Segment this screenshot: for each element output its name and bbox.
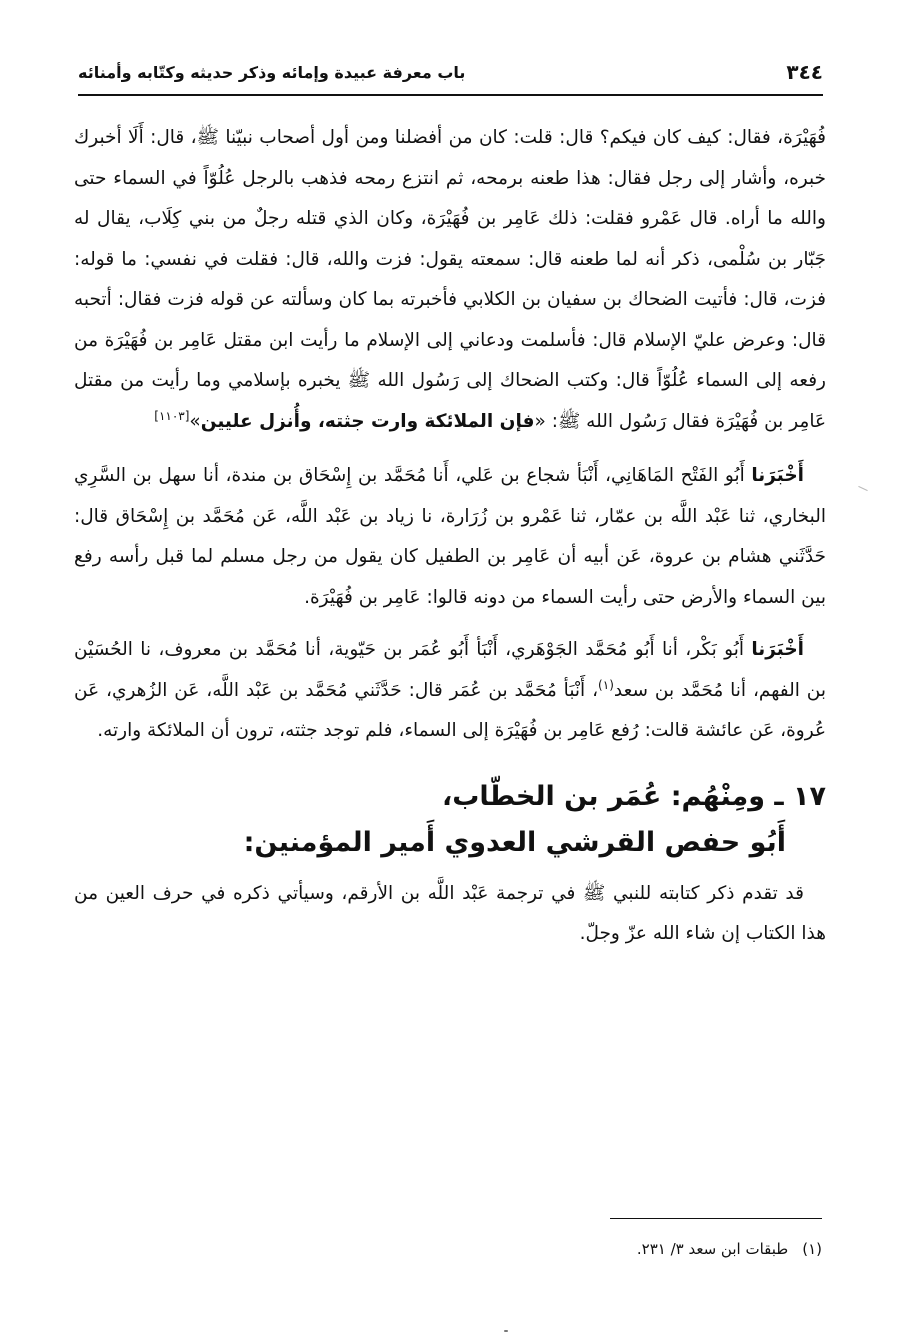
- footnote: [637, 1236, 822, 1262]
- paragraph-gap: [74, 618, 826, 630]
- hadith-quote: فإن الملائكة وارت جثته، وأُنزل عليين: [200, 410, 535, 432]
- paragraph-text: أَبُو الفَتْح المَاهَانِي، أَنْبَأ شجاع بن عَلي، أَنا مُحَمَّد بن إِسْحَاق بن مندة، أنا سهل بن السَّرِي البخاري، ثنا عَبْد اللَّه بن عمّار، ثنا عَمْرو بن زُرَارة، نا زياد بن عَبْد اللَّه، عَن مُحَمَّد بن إِسْحَاق قال: حَدَّثَني هشام بن عروة، عَن أبيه أن عَامِر بن الطفيل كان يقول من رجل مسلم لما قبل رأسه رفع بين السماء والأرض حتى رأيت السماء من دونه قالوا: عَامِر بن فُهَيْرَة.: [74, 465, 826, 608]
- paragraph-isnad-1: [74, 456, 826, 618]
- paragraph-text-continued: ، أَنْبَأ مُحَمَّد بن عُمَر قال: حَدَّثَني مُحَمَّد بن عَبْد اللَّه، عَن الزُهري، عَن عُروة، عَن عائشة قالت: رُفع عَامِر بن فُهَيْرَة إلى السماء، فلم توجد جثته، ترون أن الملائكة وارته.: [74, 679, 826, 741]
- section-gap: [74, 752, 826, 774]
- footnote-rule-line: [610, 1218, 822, 1219]
- isnad-lead-word: أَخْبَرَنا: [751, 465, 804, 486]
- isnad-lead-word: أَخْبَرَنا: [751, 639, 804, 660]
- paragraph-text: أَبُو بَكْر، أنا أَبُو مُحَمَّد الجَوْهَري، أَنْبَأ أَبُو عُمَر بن حَيّوية، أنا مُحَمَّد بن معروف، نا الحُسَيْن بن الفهم، أنا مُحَمَّد بن سعد: [74, 639, 826, 701]
- footnote-text: طبقات ابن سعد ٣/ ٢٣١.: [636, 1240, 789, 1258]
- paragraph-amir-account: [74, 118, 826, 442]
- paragraph-gap: [74, 442, 826, 456]
- running-head: [78, 50, 823, 96]
- scan-speck: [504, 1330, 508, 1332]
- paragraph-isnad-2: [74, 630, 826, 752]
- section-paragraph: قد تقدم ذكر كتابته للنبي ﷺ في ترجمة عَبْد اللَّه بن الأرقم، وسيأتي ذكره في حرف العين من هذا الكتاب إن شاء الله عزّ وجلّ.: [74, 882, 826, 944]
- quote-close: »: [189, 410, 201, 432]
- scan-speck: [858, 486, 867, 491]
- page-number: ٣٤٤: [786, 60, 823, 84]
- running-title: باب معرفة عبيدة وإمائه وذكر حديثه وكتّابه وأمنائه: [78, 62, 466, 82]
- footnote-marker: (١): [598, 677, 614, 692]
- section-heading-line-1: ١٧ ـ ومِنْهُم: عُمَر بن الخطّاب،: [442, 780, 826, 812]
- footnote-number: (١): [802, 1240, 822, 1258]
- hadith-reference-number: [١١٠٣]: [154, 408, 190, 423]
- paragraph-text: فُهَيْرَة، فقال: كيف كان فيكم؟ قال: قلت: كان من أفضلنا ومن أول أصحاب نبيّنا ﷺ، قال: أَلَا أخبرك خبره، وأشار إلى رجل فقال: هذا طعنه برمحه، ثم انتزع رمحه فذهب بالرجل عُلُوّاً في السماء حتى والله ما أراه. قال عَمْرو فقلت: ذلك عَامِر بن فُهَيْرَة، وكان الذي قتله رجلٌ من بني كِلَاب، يقال له جَبّار بن سُلْمى، ذكر أنه لما طعنه قال: سمعته يقول: فزت والله، قال: فقلت في نفسي: ما قوله: فزت، قال: فأتيت الضحاك بن سفيان بن الكلابي فأخبرته بما كان وسألته عن قوله فزت فقال: أتحبه قال: وعرض عليّ الإسلام قال: فأسلمت ودعاني إلى الإسلام ما رأيت ابن مقتل عَامِر بن فُهَيْرَة من رفعه إلى السماء عُلُوّاً قال: وكتب الضحاك إلى رَسُول الله ﷺ يخبره بإسلامي وما رأيت من مقتل عَامِر بن فُهَيْرَة فقال رَسُول الله ﷺ: «: [74, 127, 826, 432]
- main-text: [74, 118, 826, 955]
- section-heading-line-2: أَبُو حفص القرشي العدوي أَمير المؤمنين:: [243, 826, 786, 858]
